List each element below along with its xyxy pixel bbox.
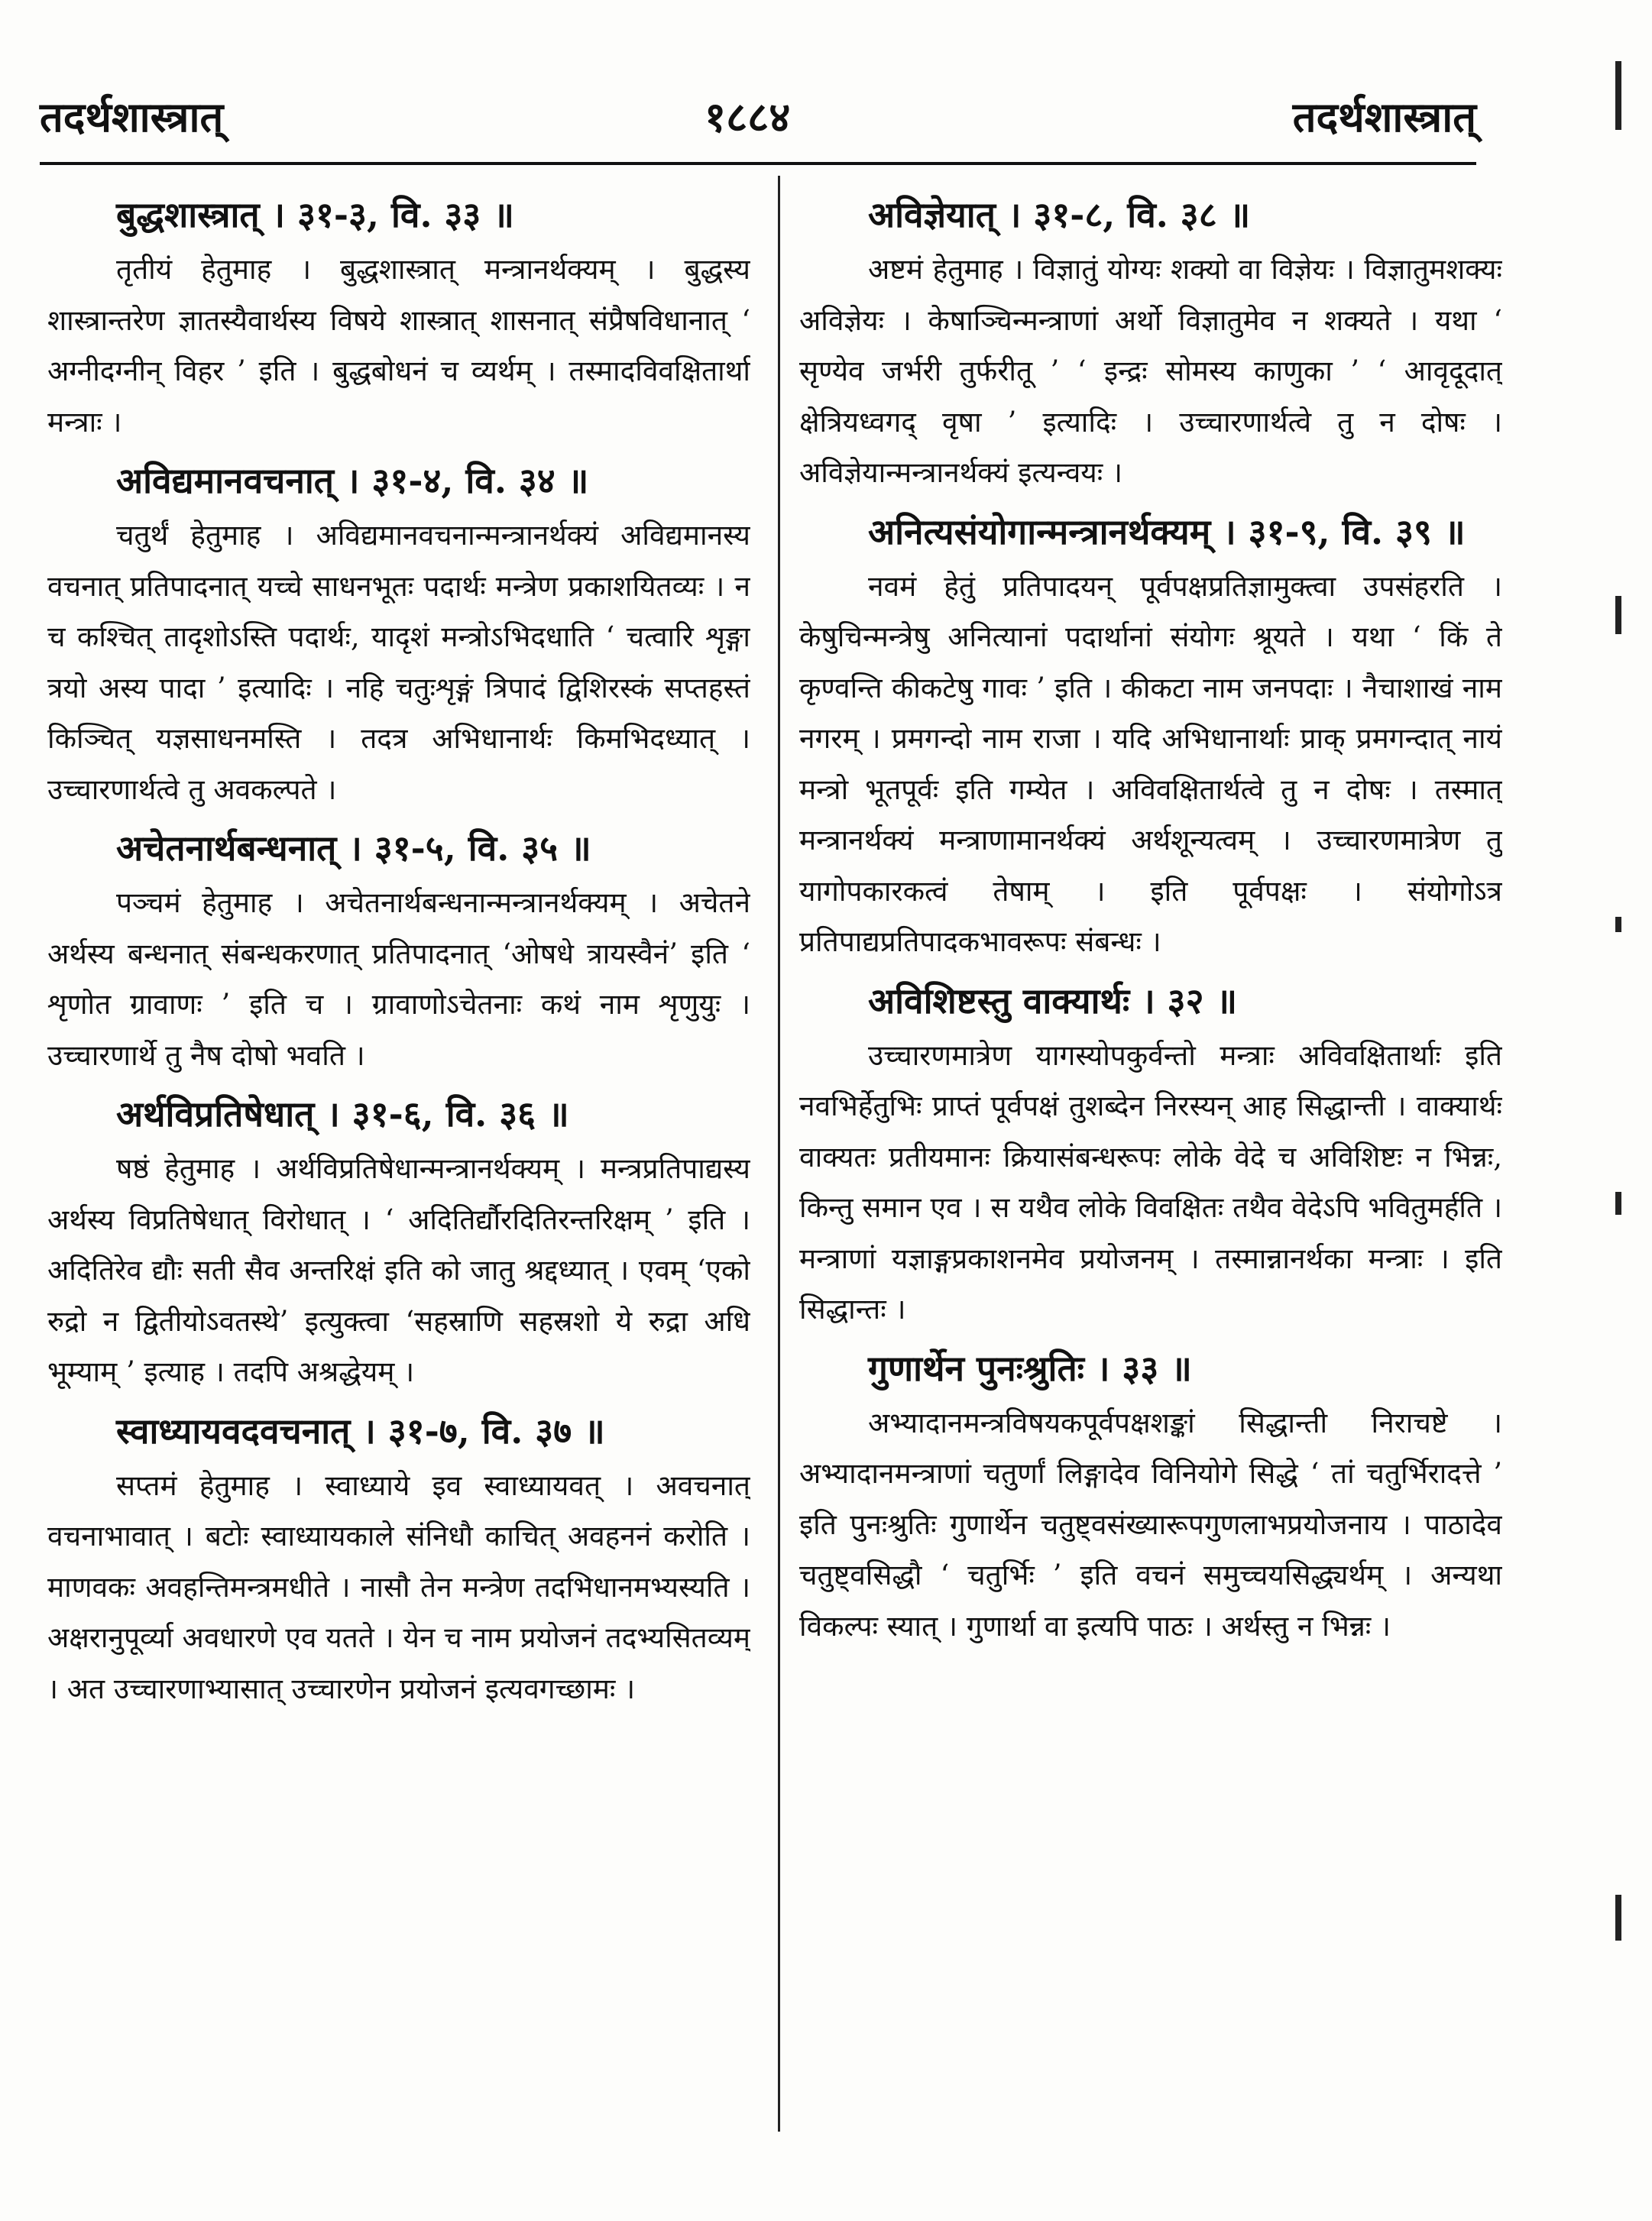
sutra-heading: गुणार्थेन पुनःश्रुतिः । ३३ ॥ <box>868 1347 1192 1389</box>
sutra-heading: अविद्यमानवचनात् । ३१-४, वि. ३४ ॥ <box>116 460 589 501</box>
edge-mark <box>1615 596 1621 634</box>
running-header <box>40 83 1476 151</box>
entry-block <box>799 507 1502 968</box>
sutra-heading: अचेतनार्थबन्धनात् । ३१-५, वि. ३५ ॥ <box>116 827 591 869</box>
sutra-heading: स्वाध्यायवदवचनात् । ३१-७, वि. ३७ ॥ <box>116 1410 605 1452</box>
entry-block <box>799 1343 1502 1653</box>
commentary-text: तृतीयं हेतुमाह । बुद्धशास्त्रात् मन्त्रानर्थक्यम् । बुद्धस्य शास्त्रान्तरेण ज्ञातस्यैवार्थस्य विषये शास्त्रात् शासनात् संप्रैषविधानात् ‘ अग्नीदग्नीन् विहर ’ इति । बुद्धबोधनं च व्यर्थम् । तस्मादविवक्षितार्था मन्त्राः । <box>47 253 750 439</box>
commentary-text: अभ्यादानमन्त्रविषयकपूर्वपक्षशङ्कां सिद्धान्ती निराचष्टे । अभ्यादानमन्त्राणां चतुर्णां लिङ्गादेव विनियोगे सिद्धे ‘ तां चतुर्भिरादत्ते ’ इति पुनःश्रुतिः गुणार्थेन चतुष्ट्वसंख्यारूपगुणलाभप्रयोजनाय । पाठादेव चतुष्ट्वसिद्धौ ‘ चतुर्भिः ’ इति वचनं समुच्चयसिद्ध्यर्थम् । अन्यथा विकल्पः स्यात् । गुणार्था वा इत्यपि पाठः । अर्थस्तु न भिन्नः । <box>799 1406 1502 1643</box>
entry-block <box>47 189 750 448</box>
commentary-text: सप्तमं हेतुमाह । स्वाध्याये इव स्वाध्यायवत् । अवचनात् वचनाभावात् । बटोः स्वाध्यायकाले संनिधौ काचित् अवहननं करोति । माणवकः अवहन्तिमन्त्रमधीते । नासौ तेन मन्त्रेण तदभिधानमभ्यस्यति । अक्षरानुपूर्व्या अवधारणे एव यतते । येन च नाम प्रयोजनं तदभ्यसितव्यम् । अत उच्चारणाभ्यासात् उच्चारणेन प्रयोजनं इत्यवगच्छामः । <box>47 1468 750 1705</box>
edge-mark <box>1615 917 1621 932</box>
sutra-heading: अर्थविप्रतिषेधात् । ३१-६, वि. ३६ ॥ <box>116 1093 569 1135</box>
sutra-heading: अनित्यसंयोगान्मन्त्रानर्थक्यम् । ३१-९, वि. ३९ ॥ <box>868 510 1466 552</box>
commentary-text: उच्चारणमात्रेण यागस्योपकुर्वन्तो मन्त्राः अविवक्षितार्थाः इति नवभिर्हेतुभिः प्राप्तं पूर्वपक्षं तुशब्देन निरस्यन् आह सिद्धान्ती । वाक्यार्थः वाक्यतः प्रतीयमानः क्रियासंबन्धरूपः लोके वेदे च अविशिष्टः न भिन्नः, किन्तु समान एव । स यथैव लोके विवक्षितः तथैव वेदेऽपि भवितुमर्हति । मन्त्राणां यज्ञाङ्गप्रकाशनमेव प्रयोजनम् । तस्मान्नानर्थका मन्त्राः । इति सिद्धान्तः । <box>799 1038 1502 1326</box>
scan-edge-marks <box>1615 0 1638 2221</box>
commentary-text: चतुर्थं हेतुमाह । अविद्यमानवचनान्मन्त्रानर्थक्यं अविद्यमानस्य वचनात् प्रतिपादनात् यच्चे साधनभूतः पदार्थः मन्त्रेण प्रकाशयितव्यः । न च कश्चित् तादृशोऽस्ति पदार्थः, यादृशं मन्त्रोऽभिदधाति ‘ चत्वारि शृङ्गा त्रयो अस्य पादा ’ इत्यादिः । नहि चतुःशृङ्गं त्रिपादं द्विशिरस्कं सप्तहस्तं किञ्चित् यज्ञसाधनमस्ति । तदत्र अभिधानार्थः किमभिदध्यात् । उच्चारणार्थत्वे तु अवकल्पते । <box>47 519 750 806</box>
entry-block <box>799 976 1502 1336</box>
page-number: १८८४ <box>705 92 791 141</box>
entry-block <box>47 1406 750 1715</box>
header-right-word: तदर्थशास्त्रात् <box>1292 92 1476 141</box>
commentary-text: षष्ठं हेतुमाह । अर्थविप्रतिषेधान्मन्त्रानर्थक्यम् । मन्त्रप्रतिपाद्यस्य अर्थस्य विप्रतिषेधात् विरोधात् । ‘ अदितिर्द्यौरदितिरन्तरिक्षम् ’ इति । अदितिरेव द्यौः सती सैव अन्तरिक्षं इति को जातु श्रद्दध्यात् । एवम् ‘एको रुद्रो न द्वितीयोऽवतस्थे’ इत्युक्त्वा ‘सहस्राणि सहस्रशो ये रुद्रा अधि भूम्याम् ’ इत्याह । तदपि अश्रद्धेयम् । <box>47 1152 750 1388</box>
sutra-heading: अविशिष्टस्तु वाक्यार्थः । ३२ ॥ <box>868 979 1238 1021</box>
sutra-heading: बुद्धशास्त्रात् । ३१-३, वि. ३३ ॥ <box>116 194 514 235</box>
right-column <box>799 183 1502 2200</box>
entry-block <box>799 189 1502 499</box>
commentary-text: पञ्चमं हेतुमाह । अचेतनार्थबन्धनान्मन्त्रानर्थक्यम् । अचेतने अर्थस्य बन्धनात् संबन्धकरणात् प्रतिपादनात् ‘ओषधे त्रायस्वैनं’ इति ‘ शृणोत ग्रावाणः ’ इति च । ग्रावाणोऽचेतनाः कथं नाम शृणुयुः । उच्चारणार्थे तु नैष दोषो भवति । <box>47 886 750 1072</box>
sutra-heading: अविज्ञेयात् । ३१-८, वि. ३८ ॥ <box>868 194 1251 235</box>
edge-mark <box>1615 61 1621 130</box>
header-rule <box>40 162 1476 165</box>
column-divider <box>778 176 780 2132</box>
commentary-text: अष्टमं हेतुमाह । विज्ञातुं योग्यः शक्यो वा विज्ञेयः । विज्ञातुमशक्यः अविज्ञेयः । केषाञ्चिन्मन्त्राणां अर्थो विज्ञातुमेव न शक्यते । यथा ‘ सृण्येव जर्भरी तुर्फरीतू ’ ‘ इन्द्रः सोमस्य काणुका ’ ‘ आवृदूदात् क्षेत्रियध्वगद् वृषा ’ इत्यादिः । उच्चारणार्थत्वे तु न दोषः । अविज्ञेयान्मन्त्रानर्थक्यं इत्यन्वयः । <box>799 253 1502 489</box>
entry-block <box>47 823 750 1081</box>
commentary-text: नवमं हेतुं प्रतिपादयन् पूर्वपक्षप्रतिज्ञामुक्त्वा उपसंहरति । केषुचिन्मन्त्रेषु अनित्यानां पदार्थानां संयोगः श्रूयते । यथा ‘ किं ते कृण्वन्ति कीकटेषु गावः ’ इति । कीकटा नाम जनपदाः । नैचाशाखं नाम नगरम् । प्रमगन्दो नाम राजा । यदि अभिधानार्थाः प्राक् प्रमगन्दात् नायं मन्त्रो भूतपूर्वः इति गम्येत । अविवक्षितार्थत्वे तु न दोषः । तस्मात् मन्त्रानर्थक्यं मन्त्राणामानर्थक्यं अर्थशून्यत्वम् । उच्चारणमात्रेण तु यागोपकारकत्वं तेषाम् । इति पूर्वपक्षः । संयोगोऽत्र प्रतिपाद्यप्रतिपादकभावरूपः संबन्धः । <box>799 569 1502 958</box>
header-left-word: तदर्थशास्त्रात् <box>40 92 224 141</box>
edge-mark <box>1615 1895 1621 1941</box>
left-column <box>47 183 750 2200</box>
entry-block <box>47 1089 750 1398</box>
edge-mark <box>1615 1192 1621 1215</box>
entry-block <box>47 455 750 815</box>
